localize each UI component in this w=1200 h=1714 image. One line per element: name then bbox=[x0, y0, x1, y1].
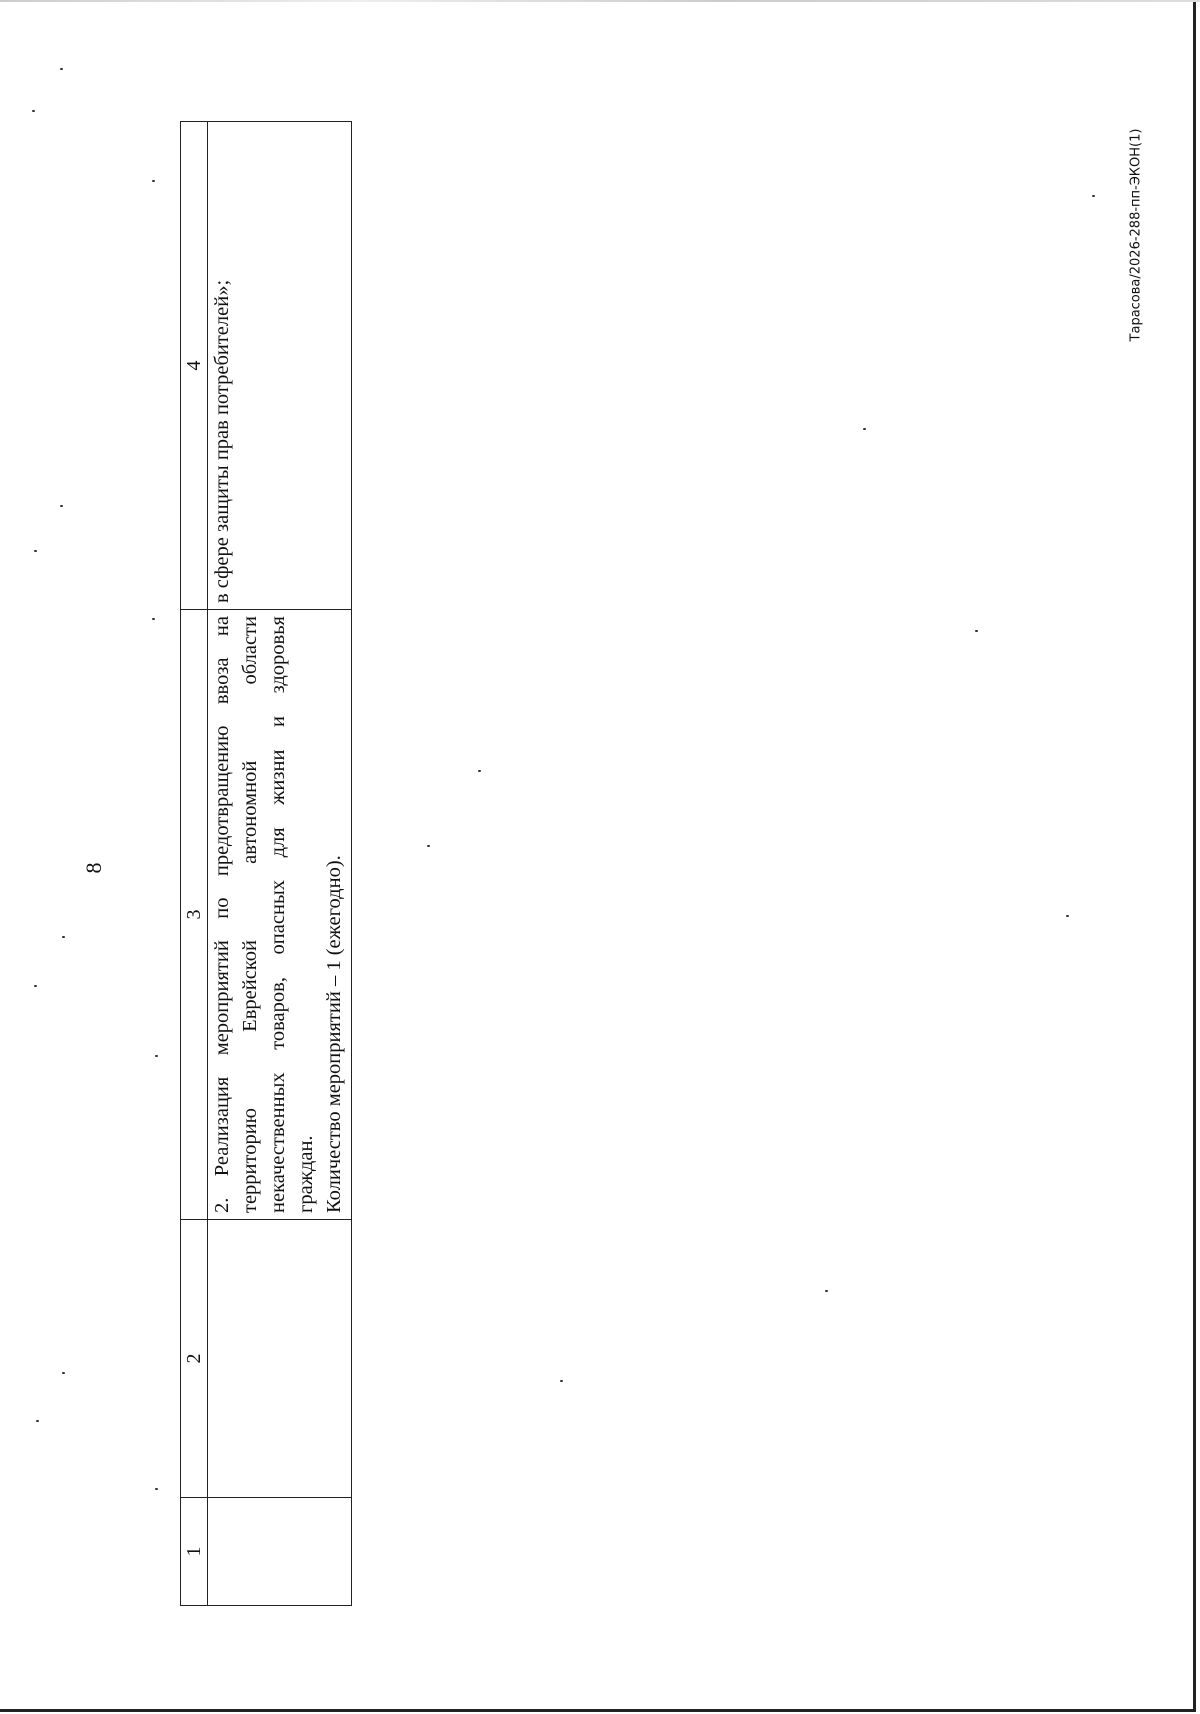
scan-speck bbox=[863, 428, 866, 430]
scan-speck bbox=[152, 180, 155, 182]
scan-top-edge bbox=[0, 0, 1200, 2]
table-header-row bbox=[181, 122, 208, 1606]
cell-col-2 bbox=[208, 1220, 352, 1498]
scan-speck bbox=[1092, 195, 1095, 197]
scan-speck bbox=[60, 505, 63, 507]
scan-speck bbox=[427, 845, 430, 847]
cell-col-4: в сфере защиты прав потребителей»; bbox=[208, 122, 352, 610]
scan-speck bbox=[155, 1055, 158, 1057]
scan-speck bbox=[36, 1420, 39, 1422]
measure-text-line: 2. Реализация мероприятий по предотвращению ввоза на bbox=[211, 616, 233, 1213]
table-rotated bbox=[180, 122, 352, 1606]
header-col-3: 3 bbox=[181, 610, 208, 1220]
measure-count-line: Количество мероприятий – 1 (ежегодно). bbox=[323, 855, 345, 1213]
scan-speck bbox=[152, 618, 155, 620]
scan-speck bbox=[1066, 915, 1069, 917]
scan-speck bbox=[560, 1380, 563, 1382]
measures-table bbox=[180, 121, 352, 1606]
scan-speck bbox=[34, 985, 37, 987]
measure-text-line: некачественных товаров, опасных для жизни и здоровья bbox=[267, 616, 289, 1213]
header-col-4: 4 bbox=[181, 122, 208, 610]
scan-speck bbox=[975, 630, 978, 632]
header-col-1: 1 bbox=[181, 1498, 208, 1606]
table-row bbox=[208, 122, 352, 1606]
scan-speck bbox=[60, 68, 63, 70]
document-code: Тарасова/2026-288-пп-ЭКОН(1) bbox=[1128, 128, 1144, 342]
scan-speck bbox=[478, 770, 481, 772]
measure-text-line: граждан. bbox=[295, 1135, 317, 1213]
scan-speck bbox=[155, 1488, 158, 1490]
scan-speck bbox=[62, 1372, 65, 1374]
table-container bbox=[180, 122, 352, 1606]
cell-measure-description bbox=[208, 610, 352, 1220]
scan-speck bbox=[34, 550, 37, 552]
header-col-2: 2 bbox=[181, 1220, 208, 1498]
scan-speck bbox=[62, 936, 65, 938]
cell-col-1 bbox=[208, 1498, 352, 1606]
measure-text-line: территорию Еврейской автономной области bbox=[239, 616, 261, 1213]
scan-speck bbox=[32, 110, 35, 112]
page-number: 8 bbox=[81, 862, 106, 874]
scan-speck bbox=[825, 1290, 828, 1292]
